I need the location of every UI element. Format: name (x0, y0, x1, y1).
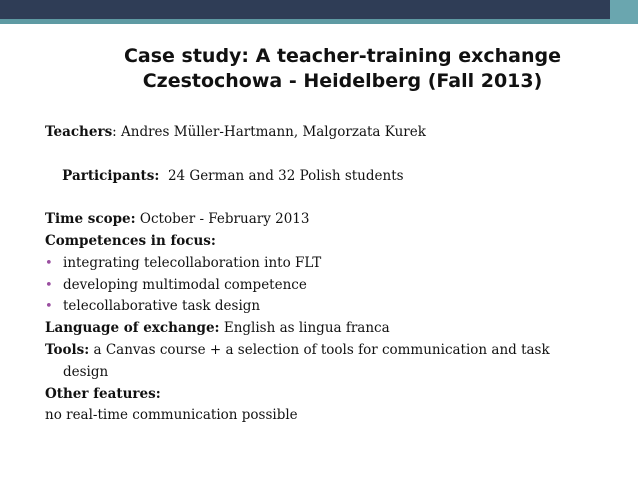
slide-title-line-2: Czestochowa - Heidelberg (Fall 2013) (142, 70, 543, 92)
header-bar-teal-stripe (0, 19, 610, 24)
competences-heading: Competences in focus: (45, 232, 216, 249)
tools-row (45, 340, 605, 362)
competence-item (45, 296, 605, 318)
competence-text: telecollaborative task design (63, 298, 261, 315)
time-scope-label: Time scope: (45, 211, 136, 228)
competence-item (45, 275, 605, 297)
tools-row-continuation (45, 362, 605, 384)
teachers-row (45, 122, 605, 144)
other-features-heading: Other features: (45, 385, 161, 402)
other-features-value: no real-time communication possible (45, 407, 298, 424)
slide-title-line-1: Case study: A teacher-training exchange (123, 45, 562, 67)
participants-label: Participants: (62, 167, 160, 184)
slide-title (100, 44, 585, 94)
teachers-value: : Andres Müller-Hartmann, Malgorzata Kurek (112, 124, 426, 140)
slide-body (45, 122, 605, 427)
header-bar-corner-block (610, 0, 638, 24)
language-row (45, 318, 605, 340)
time-scope-value: October - February 2013 (135, 211, 310, 228)
bullet-icon: • (45, 299, 53, 315)
tools-label: Tools: (45, 341, 90, 358)
competence-text: integrating telecollaboration into FLT (63, 254, 322, 271)
header-bar (0, 0, 638, 24)
tools-value: a Canvas course + a selection of tools for communication and task (89, 341, 550, 358)
language-value: English as lingua franca (219, 320, 390, 337)
participants-row (45, 144, 605, 209)
teachers-label: Teachers (45, 124, 113, 140)
bullet-icon: • (45, 277, 53, 293)
bullet-icon: • (45, 255, 53, 271)
participants-value: 24 German and 32 Polish students (159, 167, 404, 184)
competence-item (45, 253, 605, 275)
header-bar-dark (0, 0, 610, 19)
tools-value-continued: design (63, 363, 109, 380)
competence-text: developing multimodal competence (63, 276, 307, 293)
language-label: Language of exchange: (45, 320, 220, 337)
time-scope-row (45, 209, 605, 231)
